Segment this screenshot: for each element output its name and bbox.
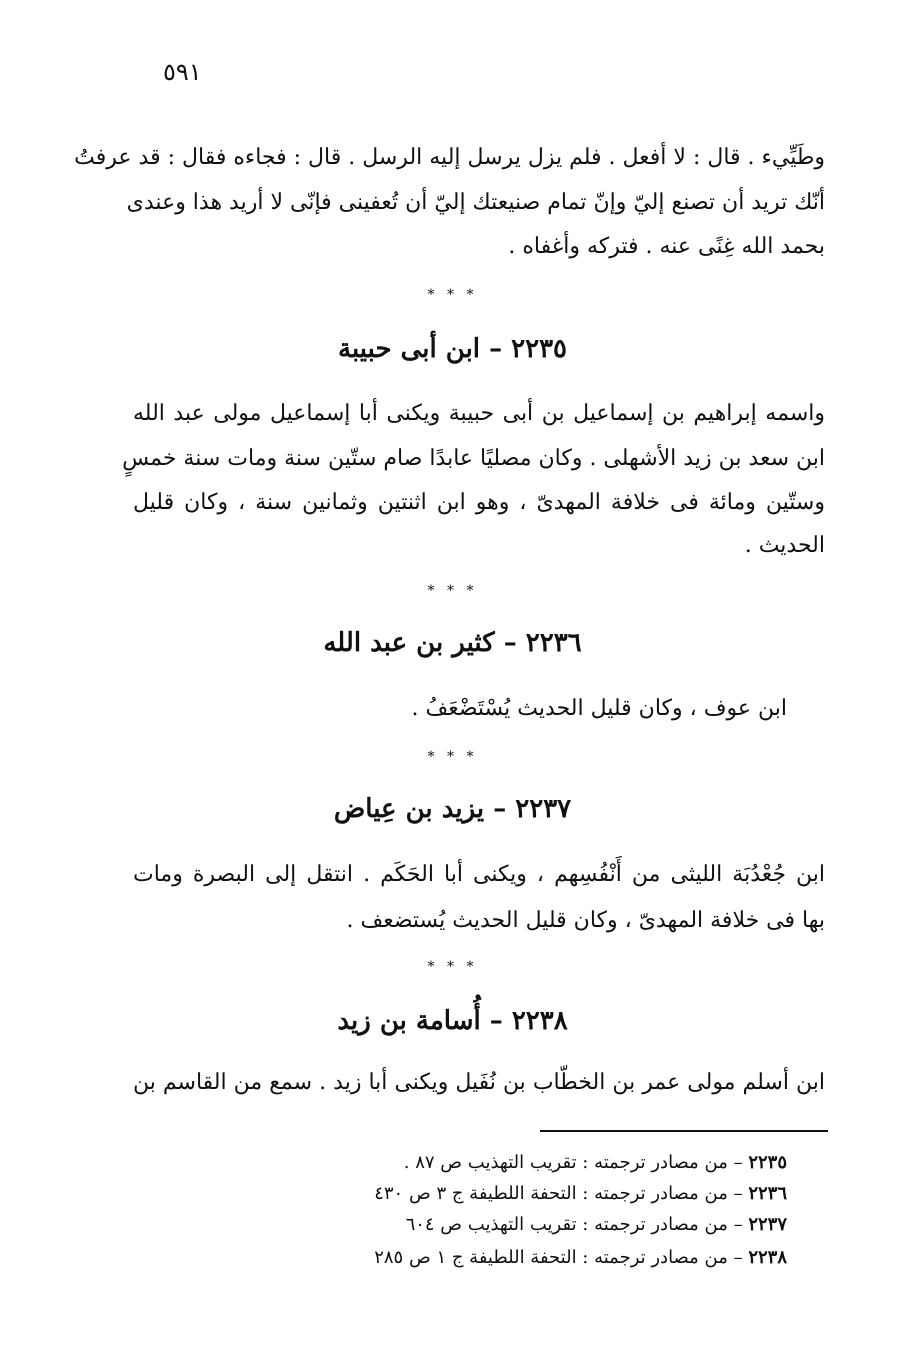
intro-line: أنّك تريد أن تصنع إليّ وإنّ تمام صنيعتك إليّ أن تُعفينى فإنّى لا أريد هذا وعندى [126,190,825,215]
footnote-text: – من مصادر ترجمته : التحفة اللطيفة ج ١ ص ٢٨٥ [374,1247,749,1268]
entry-heading: ٢٢٣٦ – كثير بن عبد الله [323,628,582,658]
footnote-number: ٢٢٣٦ [748,1183,787,1204]
footnote-number: ٢٢٣٥ [748,1152,787,1173]
footnote-text: – من مصادر ترجمته : تقريب التهذيب ص ٨٧ . [403,1152,749,1173]
entry-line: واسمه إبراهيم بن إسماعيل بن أبى حبيبة ويكنى أبا إسماعيل مولى عبد الله [133,401,825,426]
entry-line: الحديث . [744,533,825,558]
page-number: ٥٩١ [163,58,202,86]
footnote [404,1150,787,1176]
section-separator: * * * [427,583,478,599]
footnote-text: – من مصادر ترجمته : تقريب التهذيب ص ٦٠٤ [405,1214,749,1235]
entry-line: ابن أسلم مولى عمر بن الخطّاب بن نُفَيل ويكنى أبا زيد . سمع من القاسم بن [133,1070,825,1095]
section-separator: * * * [427,749,478,765]
entry-line: ابن جُعْدُبَة الليثى من أَنْفُسِهم ، ويكنى أبا الحَكَم . انتقل إلى البصرة ومات [133,862,825,887]
section-separator: * * * [427,959,478,975]
footnote-number: ٢٢٣٧ [748,1214,787,1235]
entry-heading: ٢٢٣٥ – ابن أبى حبيبة [338,334,567,364]
footnote [374,1181,787,1207]
entry-line: وستّين ومائة فى خلافة المهدىّ ، وهو ابن اثنتين وثمانين سنة ، وكان قليل [133,490,825,515]
section-separator: * * * [427,287,478,303]
footnote [406,1212,787,1238]
entry-line: ابن سعد بن زيد الأشهلى . وكان مصليًا عابدًا صام ستّين سنة ومات سنة خمسٍ [122,446,825,471]
entry-heading: ٢٢٣٧ – يزيد بن عِياض [333,794,572,824]
footnote-rule [540,1130,828,1132]
footnote-number: ٢٢٣٨ [748,1247,787,1268]
footnote [374,1245,787,1271]
intro-line: بحمد الله غِنًى عنه . فتركه وأغفاه . [508,234,825,259]
entry-line: ابن عوف ، وكان قليل الحديث يُسْتَضْعَفُ . [411,696,787,721]
footnote-text: – من مصادر ترجمته : التحفة اللطيفة ج ٣ ص ٤٣٠ [374,1183,749,1204]
entry-line: بها فى خلافة المهدىّ ، وكان قليل الحديث يُستضعف . [346,908,825,933]
entry-heading: ٢٢٣٨ – أُسامة بن زيد [337,1006,568,1036]
intro-line: وطَيِّيء . قال : لا أفعل . فلم يزل يرسل إليه الرسل . قال : فجاءه فقال : قد عرفتُ [74,145,825,170]
